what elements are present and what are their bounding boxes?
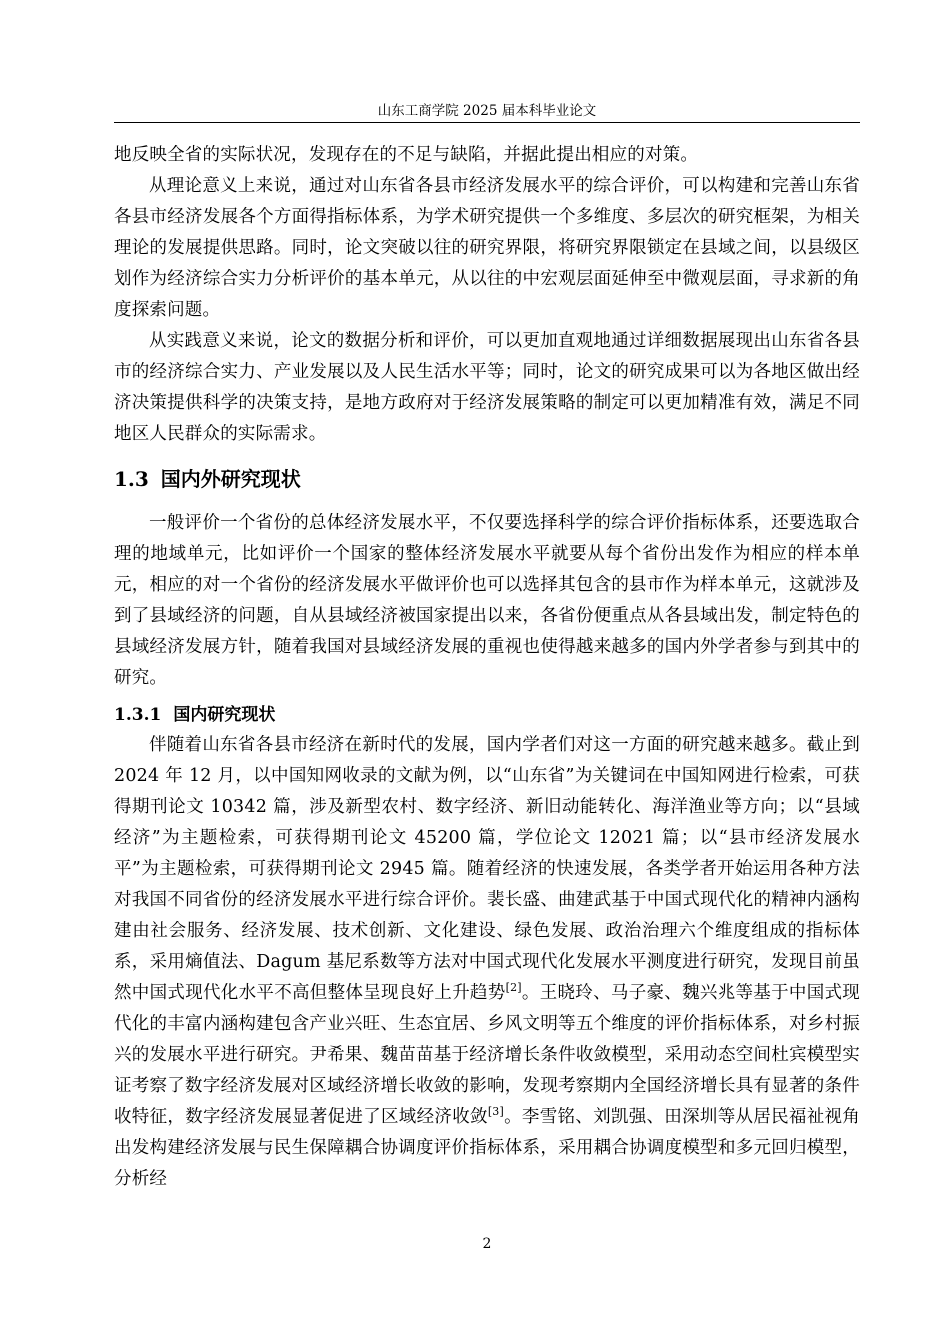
subsection-heading bbox=[114, 700, 860, 730]
running-header: 山东工商学院 2025 届本科毕业论文 bbox=[377, 103, 597, 119]
header-rule bbox=[114, 122, 860, 123]
paragraph-text-part-3: 。李雪铭、刘凯强、田深圳等从居民福祉视角出发构建经济发展与民生保障耦合协调度评价指标体系，采用耦合协调度模型和多元回归模型，分析经 bbox=[114, 1107, 861, 1189]
subsection-number: 1.3.1 bbox=[114, 705, 162, 725]
paragraph-continued: 地反映全省的实际状况，发现存在的不足与缺陷，并据此提出相应的对策。 bbox=[114, 145, 699, 165]
paragraph-theoretical-significance: 从理论意义上来说，通过对山东省各县市经济发展水平的综合评价，可以构建和完善山东省各县市经济发展各个方面得指标体系，为学术研究提供一个多维度、多层次的研究框架，为相关理论的发展提供思路。同时，论文突破以往的研究界限，将研究界限锁定在县域之间，以县级区划作为经济综合实力分析评价的基本单元，从以往的中宏观层面延伸至中微观层面，寻求新的角度探索问题。 bbox=[114, 176, 860, 320]
section-title: 国内外研究现状 bbox=[160, 467, 301, 491]
subsection-title: 国内研究现状 bbox=[173, 705, 276, 725]
paragraph-domestic-research bbox=[114, 730, 860, 1195]
paragraph-practical-significance: 从实践意义来说，论文的数据分析和评价，可以更加直观地通过详细数据展现出山东省各县市的经济综合实力、产业发展以及人民生活水平等；同时，论文的研究成果可以为各地区做出经济决策提供科学的决策支持，是地方政府对于经济发展策略的制定可以更加精准有效，满足不同地区人民群众的实际需求。 bbox=[114, 331, 860, 444]
section-number: 1.3 bbox=[114, 467, 149, 491]
page-body bbox=[114, 140, 860, 1195]
paragraph-text-part-2: 。王晓玲、马子豪、魏兴兆等基于中国式现代化的丰富内涵构建包含产业兴旺、生态宜居、乡风文明等五个维度的评价指标体系，对乡村振兴的发展水平进行研究。尹希果、魏苗苗基于经济增长条件收敛模型，采用动态空间杜宾模型实证考察了数字经济发展对区域经济增长收敛的影响，发现考察期内全国经济增长具有显著的条件收特征，数字经济发展显著促进了区域经济收敛 bbox=[114, 983, 860, 1127]
paragraph-section-intro: 一般评价一个省份的总体经济发展水平，不仅要选择科学的综合评价指标体系，还要选取合理的地域单元，比如评价一个国家的整体经济发展水平就要从每个省份出发作为相应的样本单元，相应的对一个省份的经济发展水平做评价也可以选择其包含的县市作为样本单元，这就涉及到了县域经济的问题，自从县域经济被国家提出以来，各省份便重点从各县域出发，制定特色的县域经济发展方针，随着我国对县域经济发展的重视也使得越来越多的国内外学者参与到其中的研究。 bbox=[114, 513, 860, 688]
paragraph-text-part-1: 伴随着山东省各县市经济在新时代的发展，国内学者们对这一方面的研究越来越多。截止到 2024 年 12 月，以中国知网收录的文献为例，以“山东省”为关键词在中国知网进行检索，可获得期刊论文 10342 篇，涉及新型农村、数字经济、新旧动能转化、海洋渔业等方向；以“县域经济”为主题检索，可获得期刊论文 45200 篇，学位论文 12021 篇；以“县市经济发展水平”为主题检索，可获得期刊论文 2945 篇。随着经济的快速发展，各类学者开始运用各种方法对我国不同省份的经济发展水平进行综合评价。裴长盛、曲建武基于中国式现代化的精神内涵构建由社会服务、经济发展、技术创新、文化建设、绿色发展、政治治理六个维度组成的指标体系，采用熵值法、Dagum 基尼系数等方法对中国式现代化发展水平测度进行研究，发现目前虽然中国式现代化水平不高但整体呈现良好上升趋势 bbox=[114, 735, 860, 1003]
citation-ref-3[interactable]: [3] bbox=[487, 1105, 504, 1119]
citation-ref-2[interactable]: [2] bbox=[505, 981, 522, 995]
section-heading bbox=[114, 464, 860, 494]
page-number: 2 bbox=[482, 1236, 492, 1252]
